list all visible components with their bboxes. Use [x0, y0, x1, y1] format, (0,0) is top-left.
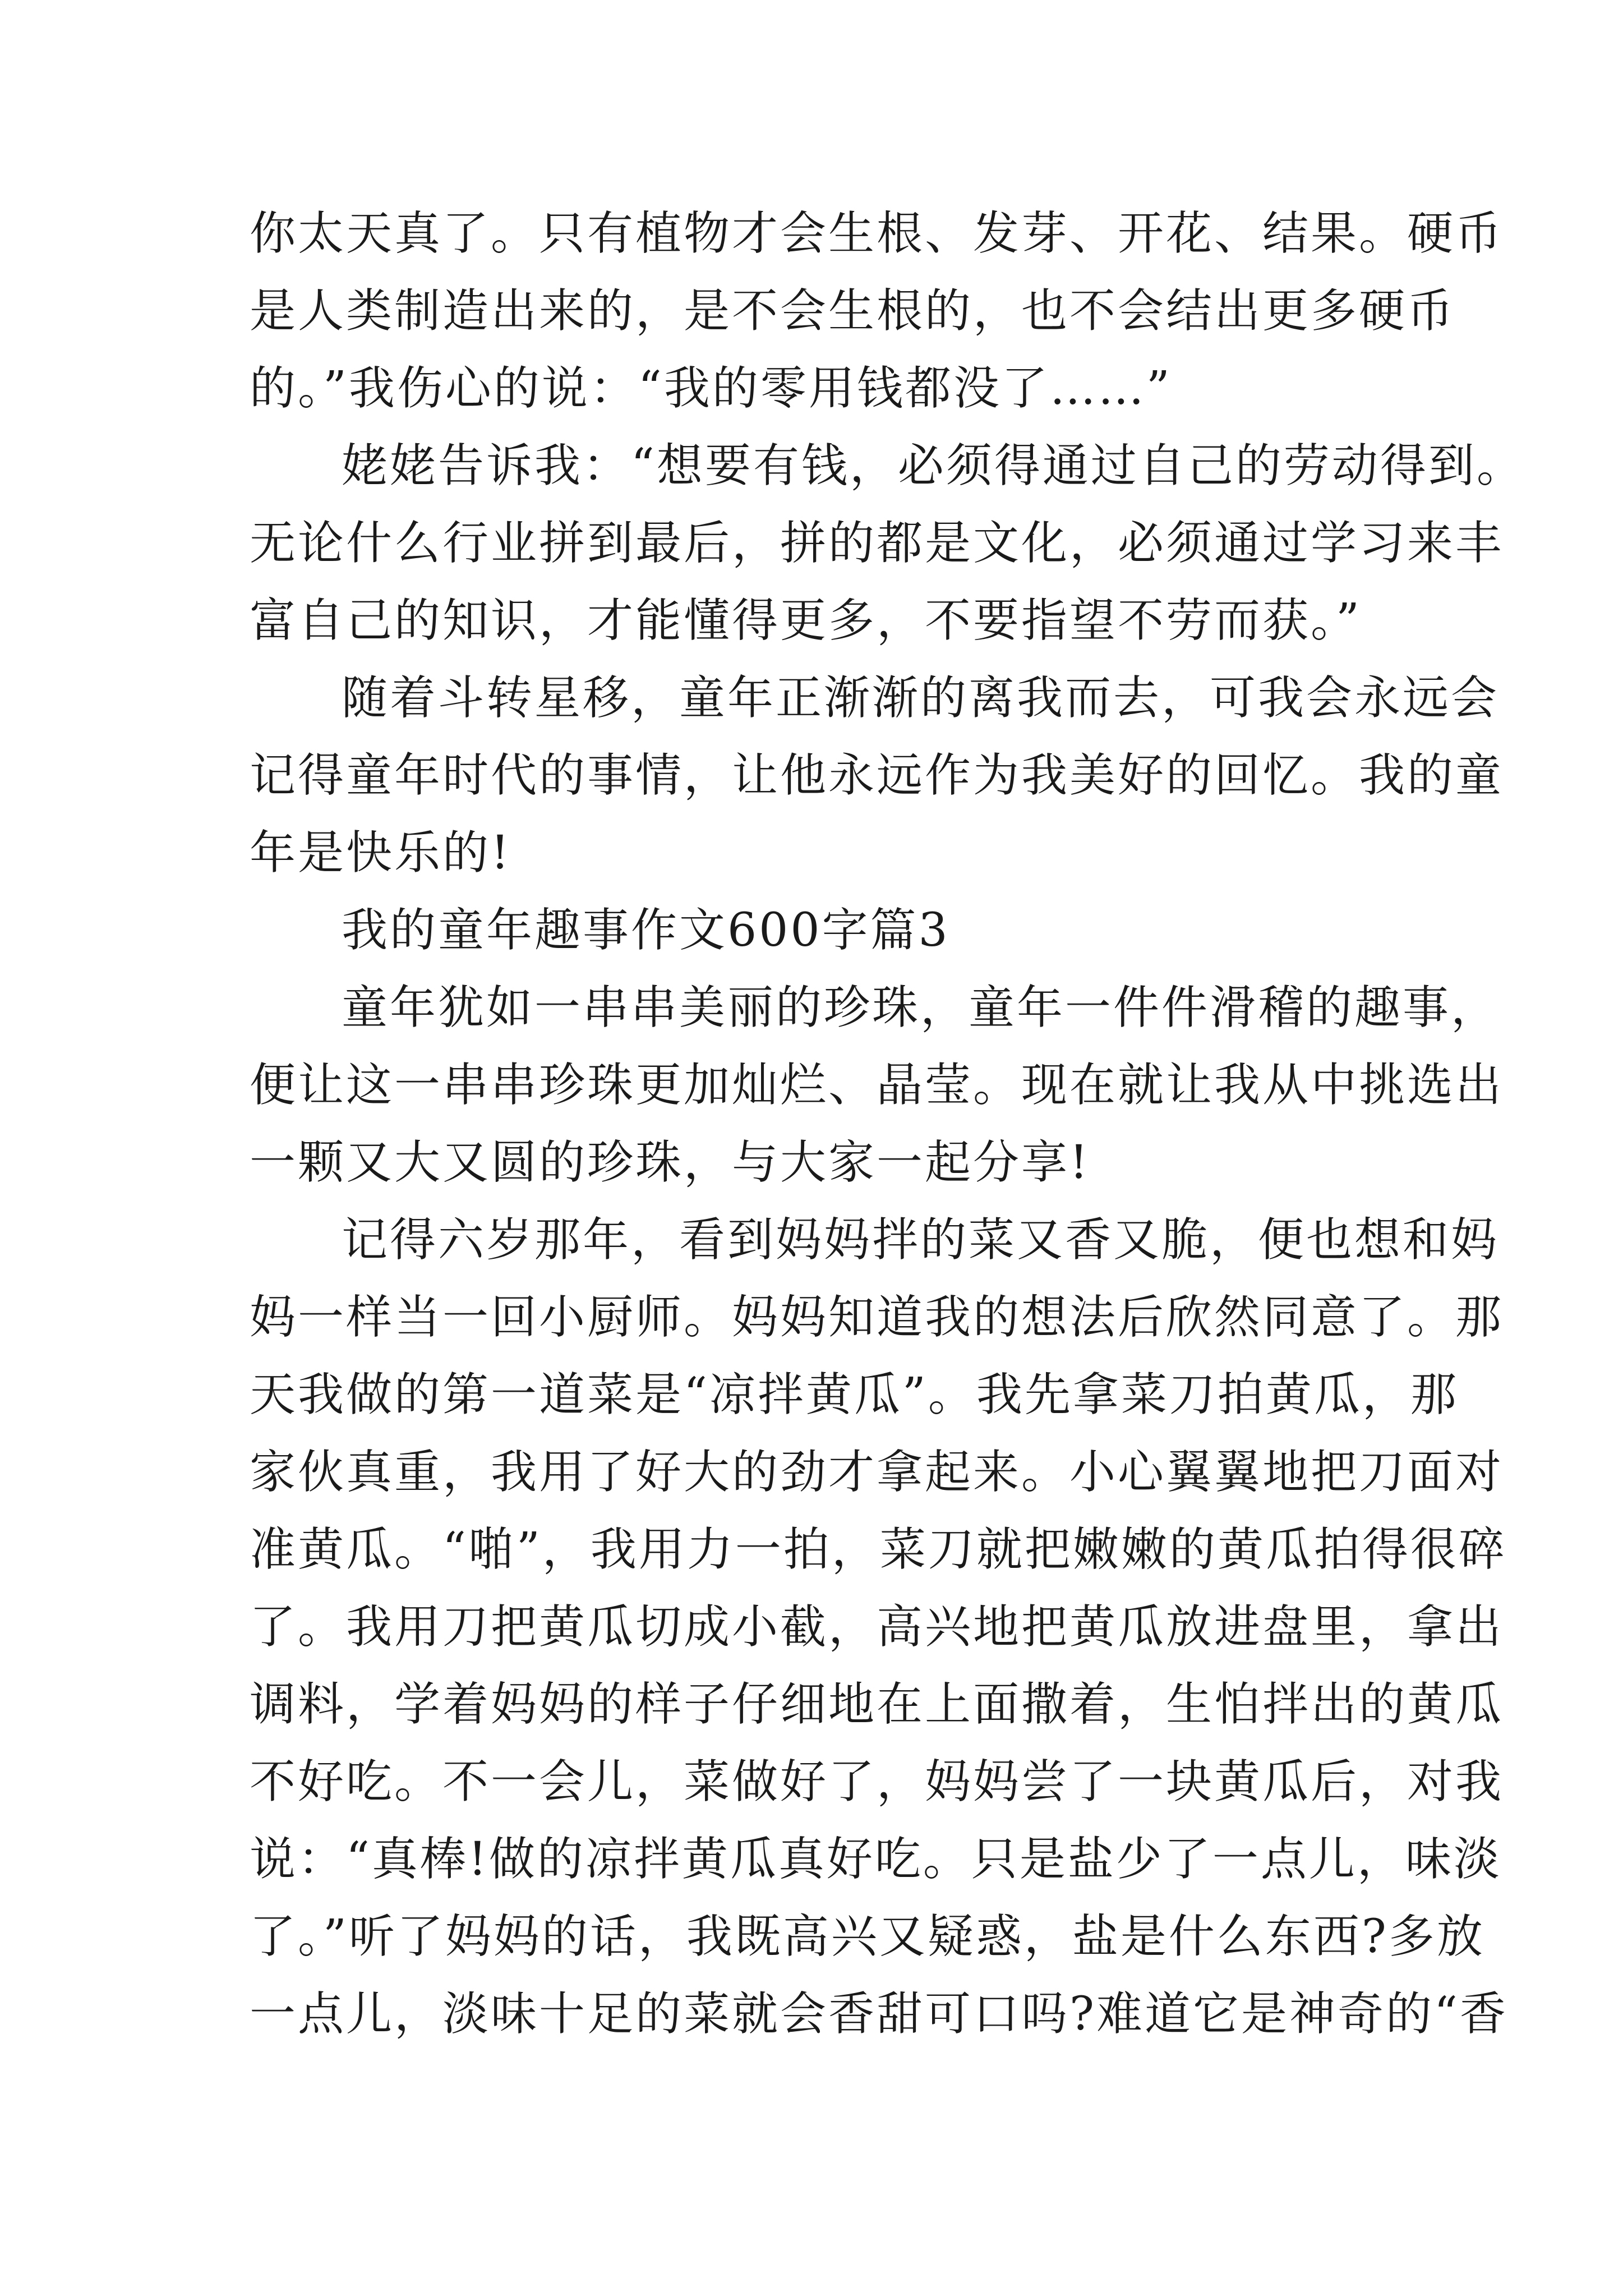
text-line: 调料，学着妈妈的样子仔细地在上面撒着，生怕拌出的黄瓜: [250, 1678, 1504, 1731]
text-line: 你太天真了。只有植物才会生根、发芽、开花、结果。硬币: [250, 207, 1504, 260]
text-line: 随着斗转星移，童年正渐渐的离我而去，可我会永远会: [342, 671, 1500, 725]
text-line: 了。我用刀把黄瓜切成小截，高兴地把黄瓜放进盘里，拿出: [250, 1600, 1504, 1654]
text-line: 一点儿，淡味十足的菜就会香甜可口吗?难道它是神奇的“香: [250, 1987, 1508, 2041]
text-line: 年是快乐的!: [250, 826, 511, 880]
text-line: 妈一样当一回小厨师。妈妈知道我的想法后欣然同意了。那: [250, 1291, 1504, 1344]
text-line: 便让这一串串珍珠更加灿烂、晶莹。现在就让我从中挑选出: [250, 1059, 1504, 1112]
text-line: 姥姥告诉我：“想要有钱，必须得通过自己的劳动得到。: [342, 439, 1525, 493]
text-line: 记得六岁那年，看到妈妈拌的菜又香又脆，便也想和妈: [342, 1213, 1500, 1267]
text-line: 富自己的知识，才能懂得更多，不要指望不劳而获。”: [250, 594, 1362, 647]
text-line: 童年犹如一串串美丽的珍珠，童年一件件滑稽的趣事，: [342, 981, 1500, 1034]
text-line: 一颗又大又圆的珍珠，与大家一起分享!: [250, 1136, 1090, 1189]
text-line: 了。”听了妈妈的话，我既高兴又疑惑，盐是什么东西?多放: [250, 1910, 1485, 1963]
text-line: 家伙真重，我用了好大的劲才拿起来。小心翼翼地把刀面对: [250, 1446, 1504, 1499]
text-line: 的。”我伤心的说：“我的零用钱都没了……”: [250, 362, 1172, 415]
body-text: [250, 195, 1525, 2053]
text-line: 不好吃。不一会儿，菜做好了，妈妈尝了一块黄瓜后，对我: [250, 1755, 1504, 1809]
section-heading: 我的童年趣事作文600字篇3: [342, 904, 950, 957]
text-line: 记得童年时代的事情，让他永远作为我美好的回忆。我的童: [250, 749, 1504, 802]
text-line: 是人类制造出来的，是不会生根的，也不会结出更多硬币: [250, 284, 1456, 338]
text-line: 准黄瓜。“啪”，我用力一拍，菜刀就把嫩嫩的黄瓜拍得很碎: [250, 1523, 1507, 1576]
text-line: 天我做的第一道菜是“凉拌黄瓜”。我先拿菜刀拍黄瓜，那: [250, 1368, 1459, 1421]
text-line: 无论什么行业拼到最后，拼的都是文化，必须通过学习来丰: [250, 517, 1504, 570]
text-line: 说：“真棒!做的凉拌黄瓜真好吃。只是盐少了一点儿，味淡: [250, 1833, 1502, 1886]
